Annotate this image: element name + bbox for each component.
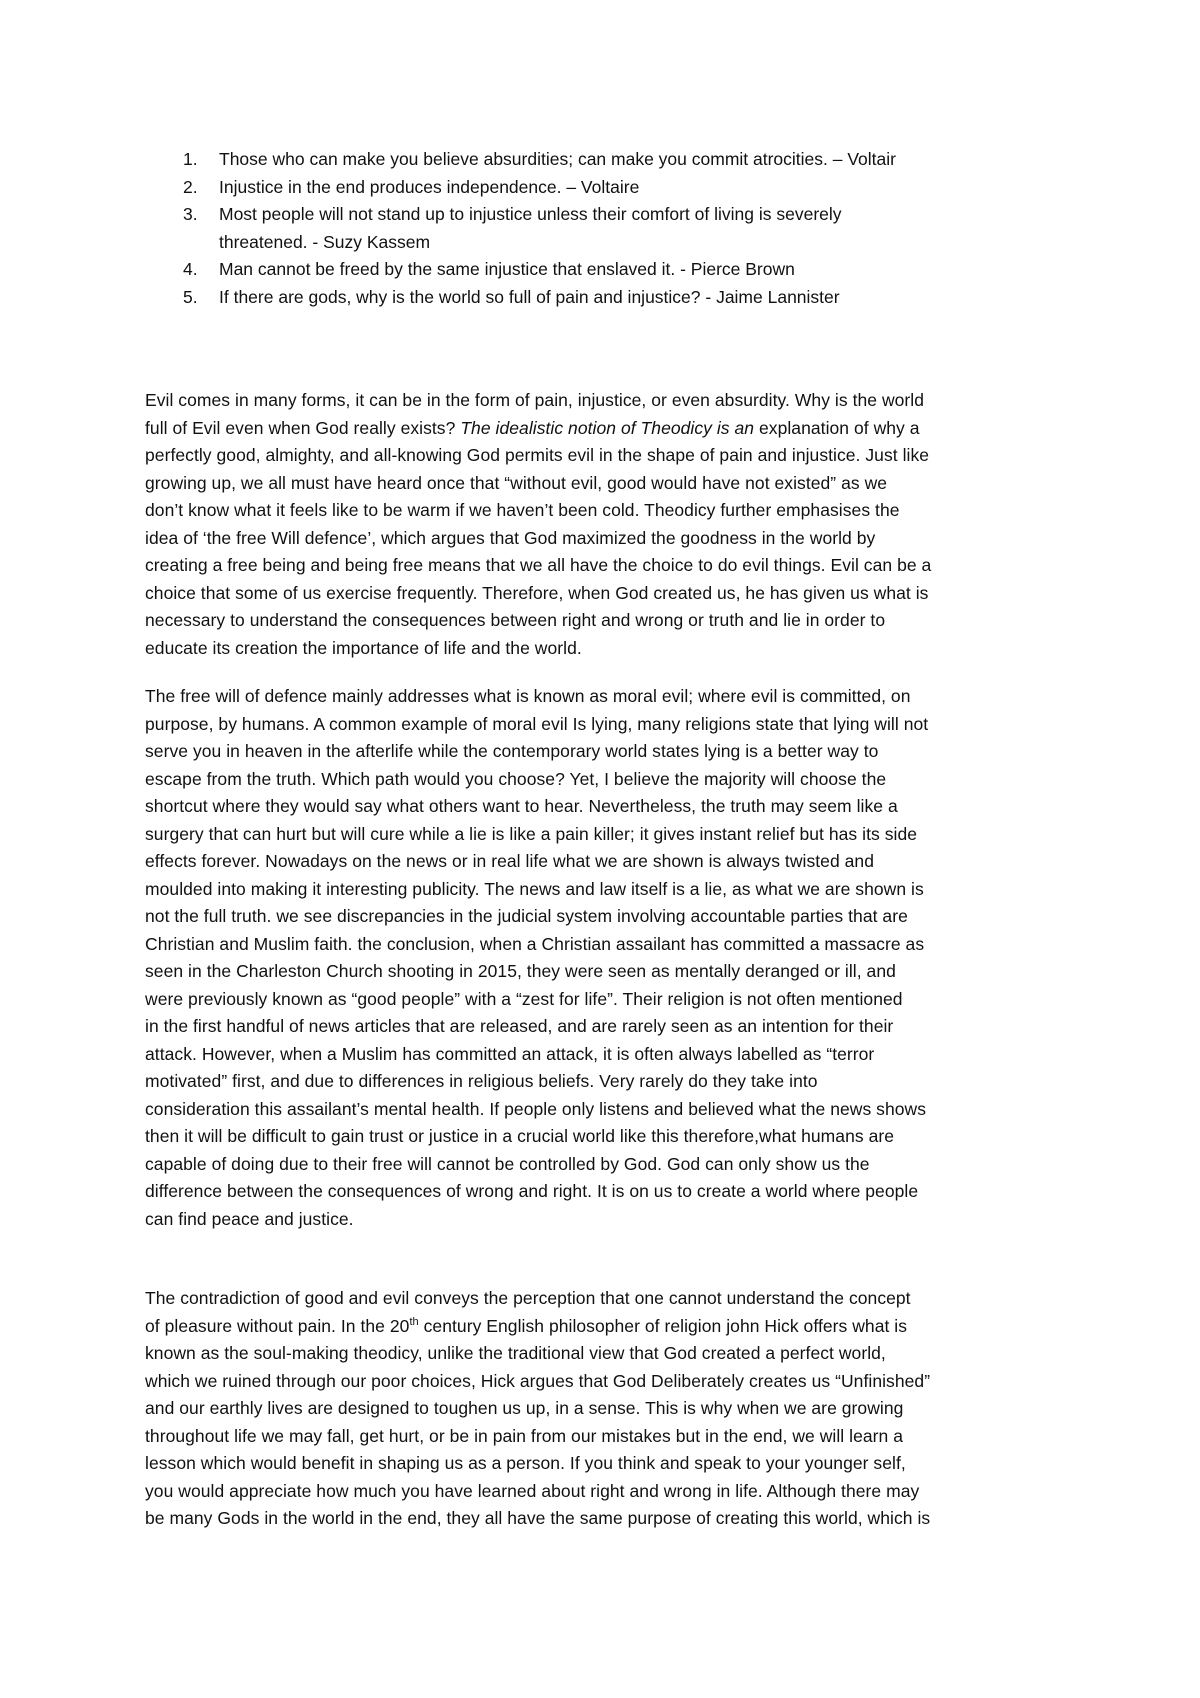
- paragraph-line: not the full truth. we see discrepancies in the judicial system involving accountable parties that are: [145, 906, 908, 926]
- paragraph-line: creating a free being and being free means that we all have the choice to do evil things. Evil can be a: [145, 555, 932, 575]
- paragraph-line: were previously known as “good people” with a “zest for life”. Their religion is not often mentioned: [145, 988, 903, 1009]
- paragraph-line: throughout life we may fall, get hurt, or be in pain from our mistakes but in the end, we will learn a: [145, 1425, 903, 1446]
- quote-item: [142, 256, 1062, 284]
- quote-text: Most people will not stand up to injustice unless their comfort of living is severely: [219, 204, 842, 224]
- paragraph-line: moulded into making it interesting publicity. The news and law itself is a lie, as what we are shown is: [145, 878, 924, 899]
- text-run: full of Evil even when God really exists?: [145, 417, 461, 438]
- quote-item: [142, 174, 1062, 202]
- quote-text: threatened. - Suzy Kassem: [219, 231, 431, 252]
- quote-text: Injustice in the end produces independence. – Voltaire: [219, 176, 640, 197]
- paragraph-line: choice that some of us exercise frequently. Therefore, when God created us, he has given us what is: [145, 582, 929, 603]
- paragraph-line: can find peace and justice.: [145, 1208, 354, 1229]
- paragraph-line: effects forever. Nowadays on the news or in real life what we are shown is always twisted and: [145, 851, 874, 871]
- text-run: explanation of why a: [754, 417, 920, 438]
- paragraph-line: Evil comes in many forms, it can be in the form of pain, injustice, or even absurdity. Why is the world: [145, 390, 925, 410]
- paragraph-line: necessary to understand the consequences between right and wrong or truth and lie in order to: [145, 610, 886, 630]
- paragraph-line: educate its creation the importance of life and the world.: [145, 637, 582, 658]
- italic-phrase: The idealistic notion of Theodicy is an: [460, 417, 755, 438]
- paragraph-line: then it will be difficult to gain trust or justice in a crucial world like this therefore,what humans are: [145, 1126, 895, 1146]
- paragraph-line: [145, 1313, 1065, 1341]
- paragraph-line: lesson which would benefit in shaping us as a person. If you think and speak to your younger self,: [145, 1453, 906, 1473]
- paragraph-line: be many Gods in the world in the end, they all have the same purpose of creating this world, which is: [145, 1508, 931, 1528]
- quote-item: [142, 284, 1062, 312]
- paragraph-line: and our earthly lives are designed to toughen us up, in a sense. This is why when we are growing: [145, 1398, 904, 1418]
- paragraph-line: The free will of defence mainly addresses what is known as moral evil; where evil is committed, on: [145, 686, 911, 706]
- paragraph-line: [145, 415, 1065, 443]
- quote-text: Those who can make you believe absurdities; can make you commit atrocities. – Voltair: [219, 149, 896, 169]
- text-run: of pleasure without pain. In the 20: [145, 1315, 410, 1336]
- paragraph-line: attack. However, when a Muslim has committed an attack, it is often always labelled as “terror: [145, 1043, 875, 1064]
- paragraph-line: capable of doing due to their free will cannot be controlled by God. God can only show us the: [145, 1153, 870, 1174]
- paragraph-line: don’t know what it feels like to be warm if we haven’t been cold. Theodicy further emphasises the: [145, 500, 900, 520]
- paragraph-soul-making: [145, 1285, 1065, 1533]
- paragraph-line: consideration this assailant’s mental health. If people only listens and believed what the news shows: [145, 1098, 927, 1119]
- quote-number: 5.: [183, 286, 198, 307]
- quote-number: 4.: [183, 259, 198, 279]
- paragraph-line: you would appreciate how much you have learned about right and wrong in life. Although there may: [145, 1480, 920, 1501]
- paragraph-line: idea of ‘the free Will defence’, which argues that God maximized the goodness in the world by: [145, 527, 876, 548]
- paragraph-line: difference between the consequences of wrong and right. It is on us to create a world where people: [145, 1181, 919, 1201]
- paragraph-line: purpose, by humans. A common example of moral evil Is lying, many religions state that lying will not: [145, 713, 929, 734]
- paragraph-line: known as the soul-making theodicy, unlike the traditional view that God created a perfect world,: [145, 1343, 886, 1363]
- paragraph-line: which we ruined through our poor choices, Hick argues that God Deliberately creates us “Unfinished”: [145, 1370, 931, 1391]
- paragraph-line: in the first handful of news articles that are released, and are rarely seen as an intention for their: [145, 1016, 894, 1036]
- paragraph-line: The contradiction of good and evil conveys the perception that one cannot understand the concept: [145, 1288, 911, 1308]
- quotes-list: [142, 146, 1062, 311]
- text-run: century English philosopher of religion john Hick offers what is: [418, 1315, 908, 1336]
- paragraph-line: seen in the Charleston Church shooting in 2015, they were seen as mentally deranged or ill, and: [145, 961, 896, 981]
- quote-item: [142, 201, 1062, 256]
- paragraph-line: Christian and Muslim faith. the conclusion, when a Christian assailant has committed a massacre as: [145, 933, 925, 954]
- paragraph-line: perfectly good, almighty, and all-knowing God permits evil in the shape of pain and injustice. Just like: [145, 445, 930, 465]
- paragraph-line: escape from the truth. Which path would you choose? Yet, I believe the majority will choose the: [145, 768, 887, 789]
- quote-number: 1.: [183, 149, 198, 169]
- paragraph-line: growing up, we all must have heard once that “without evil, good would have not existed” as we: [145, 472, 888, 493]
- quote-text: Man cannot be freed by the same injustice that enslaved it. - Pierce Brown: [219, 259, 795, 279]
- quote-number: 2.: [183, 176, 198, 197]
- quote-item: [142, 146, 1062, 174]
- quote-text: If there are gods, why is the world so full of pain and injustice? - Jaime Lannister: [219, 286, 840, 307]
- paragraph-line: shortcut where they would say what others want to hear. Nevertheless, the truth may seem like a: [145, 796, 898, 816]
- paragraph-free-will: [145, 683, 1065, 1233]
- paragraph-line: surgery that can hurt but will cure while a lie is like a pain killer; it gives instant relief but has its side: [145, 823, 918, 844]
- paragraph-line: serve you in heaven in the afterlife while the contemporary world states lying is a better way to: [145, 741, 879, 761]
- quote-number: 3.: [183, 204, 198, 224]
- ordinal-suffix: th: [409, 1315, 419, 1328]
- paragraph-theodicy: [145, 387, 1065, 662]
- paragraph-line: motivated” first, and due to differences in religious beliefs. Very rarely do they take into: [145, 1071, 818, 1091]
